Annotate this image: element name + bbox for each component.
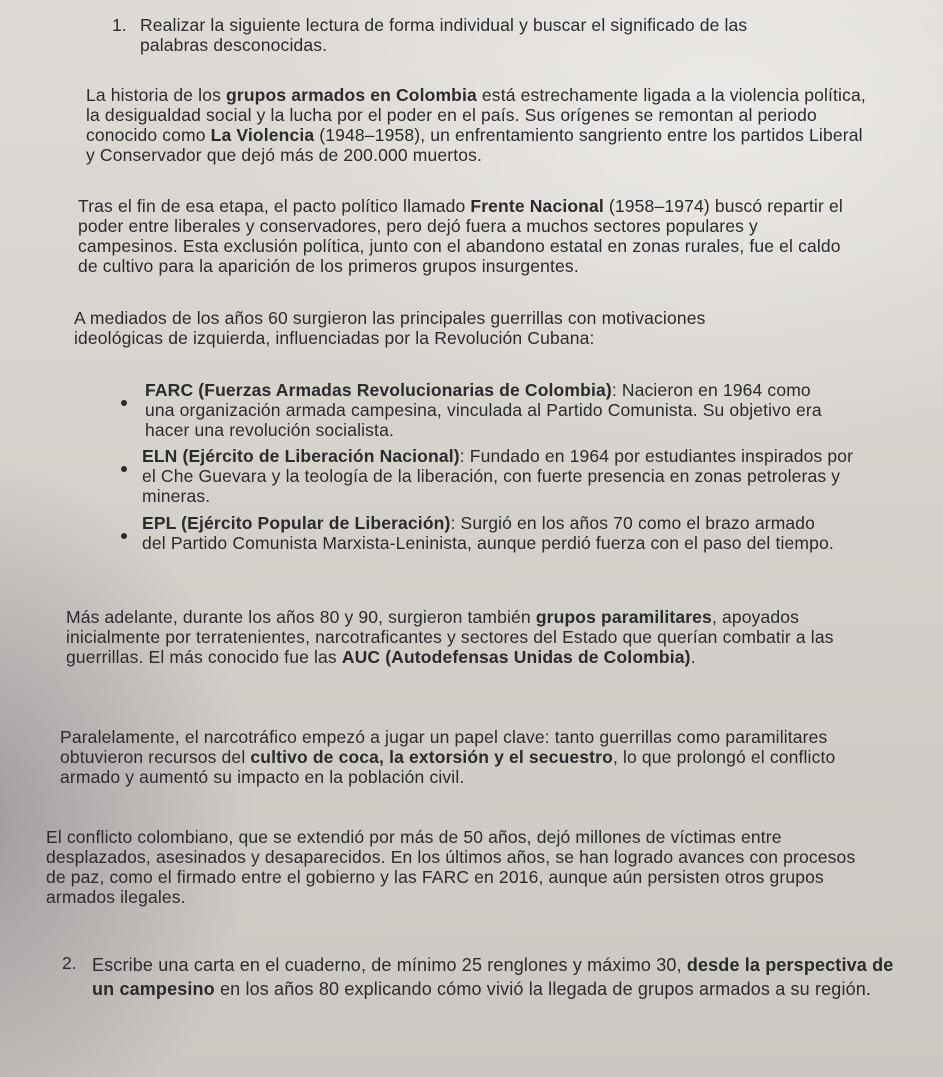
paragraph-3: A mediados de los años 60 surgieron las principales guerrillas con motivaciones ideológicas de izquierda, influenciadas por la Revolución Cubana: bbox=[74, 308, 706, 348]
item-1-number: 1. bbox=[112, 15, 127, 35]
item-1-instruction: Realizar la siguiente lectura de forma individual y buscar el significado de las palabras desconocidas. bbox=[140, 15, 748, 55]
bullet-eln: ELN (Ejército de Liberación Nacional): Fundado en 1964 por estudiantes inspirados por el Che Guevara y la teología de la liberación, con fuerte presencia en zonas petroleras y mineras. bbox=[142, 446, 854, 506]
item-2-number: 2. bbox=[62, 953, 77, 973]
bullet-dot bbox=[121, 466, 127, 472]
bullet-dot bbox=[121, 533, 127, 539]
paragraph-2: Tras el fin de esa etapa, el pacto político llamado Frente Nacional (1958–1974) buscó repartir el poder entre liberales y conservadores, pero dejó fuera a muchos sectores populares y campesinos. Esta exclusión política, junto con el abandono estatal en zonas rurales, fue el caldo de cultivo para la aparición de los primeros grupos insurgentes. bbox=[78, 196, 843, 276]
bullet-dot bbox=[121, 400, 127, 406]
paragraph-4: Más adelante, durante los años 80 y 90, surgieron también grupos paramilitares, apoyados inicialmente por terratenientes, narcotraficantes y sectores del Estado que querían combatir a las guerrillas. El más conocido fue las AUC (Autodefensas Unidas de Colombia). bbox=[66, 607, 834, 667]
item-2-instruction: Escribe una carta en el cuaderno, de mínimo 25 renglones y máximo 30, desde la perspectiva de un campesino en los años 80 explicando cómo vivió la llegada de grupos armados a su región. bbox=[92, 955, 894, 999]
bullet-epl: EPL (Ejército Popular de Liberación): Surgió en los años 70 como el brazo armado del Partido Comunista Marxista-Leninista, aunque perdió fuerza con el paso del tiempo. bbox=[142, 513, 834, 553]
paragraph-6: El conflicto colombiano, que se extendió por más de 50 años, dejó millones de víctimas entre desplazados, asesinados y desaparecidos. En los últimos años, se han logrado avances con procesos de paz, como el firmado entre el gobierno y las FARC en 2016, aunque aún persisten otros grupos armados ilegales. bbox=[46, 827, 856, 907]
paragraph-5: Paralelamente, el narcotráfico empezó a jugar un papel clave: tanto guerrillas como paramilitares obtuvieron recursos del cultivo de coca, la extorsión y el secuestro, lo que prolongó el conflicto armado y aumentó su impacto en la población civil. bbox=[60, 727, 836, 787]
paragraph-1: La historia de los grupos armados en Colombia está estrechamente ligada a la violencia política, la desigualdad social y la lucha por el poder en el país. Sus orígenes se remontan al periodo conocido como La Violencia (1948–1958), un enfrentamiento sangriento entre los partidos Liberal y Conservador que dejó más de 200.000 muertos. bbox=[86, 85, 866, 165]
bullet-farc: FARC (Fuerzas Armadas Revolucionarias de Colombia): Nacieron en 1964 como una organización armada campesina, vinculada al Partido Comunista. Su objetivo era hacer una revolución socialista. bbox=[145, 380, 822, 440]
